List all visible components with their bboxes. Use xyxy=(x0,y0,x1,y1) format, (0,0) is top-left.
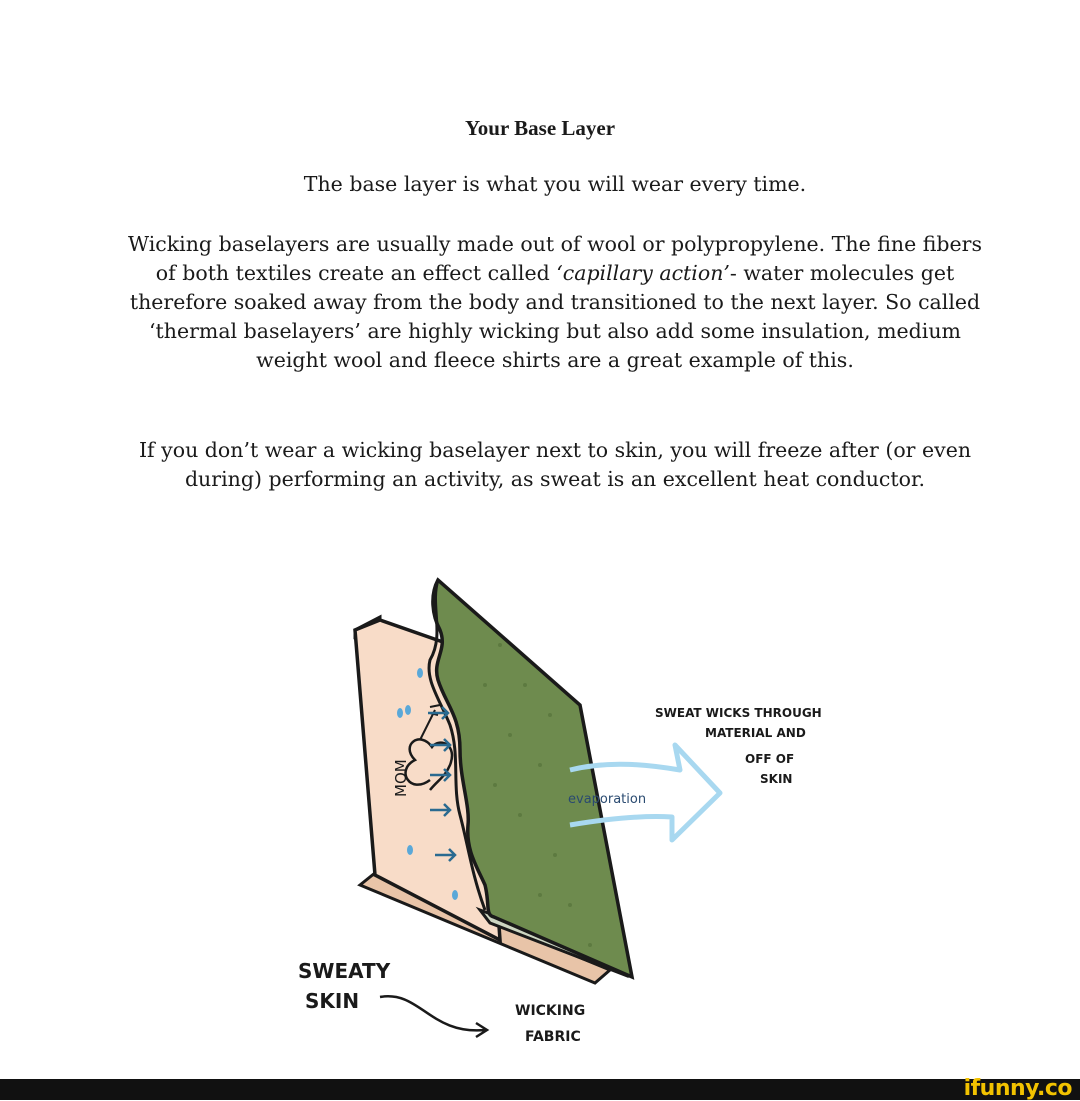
sweaty-skin-line2: SKIN xyxy=(305,989,360,1013)
wicking-text-before: Wicking baselayers are usually made out of wool or polypropylene. The fine fibers of both textiles create an effect called xyxy=(128,232,982,285)
wicking-paragraph xyxy=(120,230,990,375)
wicking-fabric-label xyxy=(515,1003,585,1045)
sweaty-skin-label xyxy=(298,959,391,1013)
sweat-note-line3: OFF OF xyxy=(745,752,795,766)
footer-bar xyxy=(0,1076,1080,1101)
page-title: Your Base Layer xyxy=(464,116,616,140)
intro-paragraph: The base layer is what you will wear every time. xyxy=(303,172,807,196)
sweat-note-line4: SKIN xyxy=(760,772,793,786)
capillary-action-term: ‘capillary action’ xyxy=(556,261,730,285)
base-layer-illustration xyxy=(280,565,900,1065)
sweat-note-line2: MATERIAL AND xyxy=(705,726,806,740)
wicking-fabric-line1: WICKING xyxy=(515,1003,586,1019)
sweat-note-line1: SWEAT WICKS THROUGH xyxy=(655,706,822,720)
sweaty-skin-line1: SWEATY xyxy=(298,959,391,983)
warning-paragraph: If you don’t wear a wicking baselayer next to skin, you will freeze after (or even during) performing an activity, as sweat is an excellent heat conductor. xyxy=(138,438,972,491)
wicking-text-after: - water molecules get therefore soaked away from the body and transitioned to the next layer. So called ‘thermal baselayers’ are highly wicking but also add some insulation, medium weight wool and fleece shirts are a great example of this. xyxy=(129,261,981,372)
wicking-fabric-line2: FABRIC xyxy=(525,1029,581,1045)
ifunny-logo[interactable]: ifunny.co xyxy=(963,1076,1072,1101)
sweat-note xyxy=(655,706,822,786)
evaporation-label: evaporation xyxy=(568,792,647,807)
skin-writing: MOM xyxy=(392,759,410,797)
label-arrow xyxy=(380,996,487,1037)
